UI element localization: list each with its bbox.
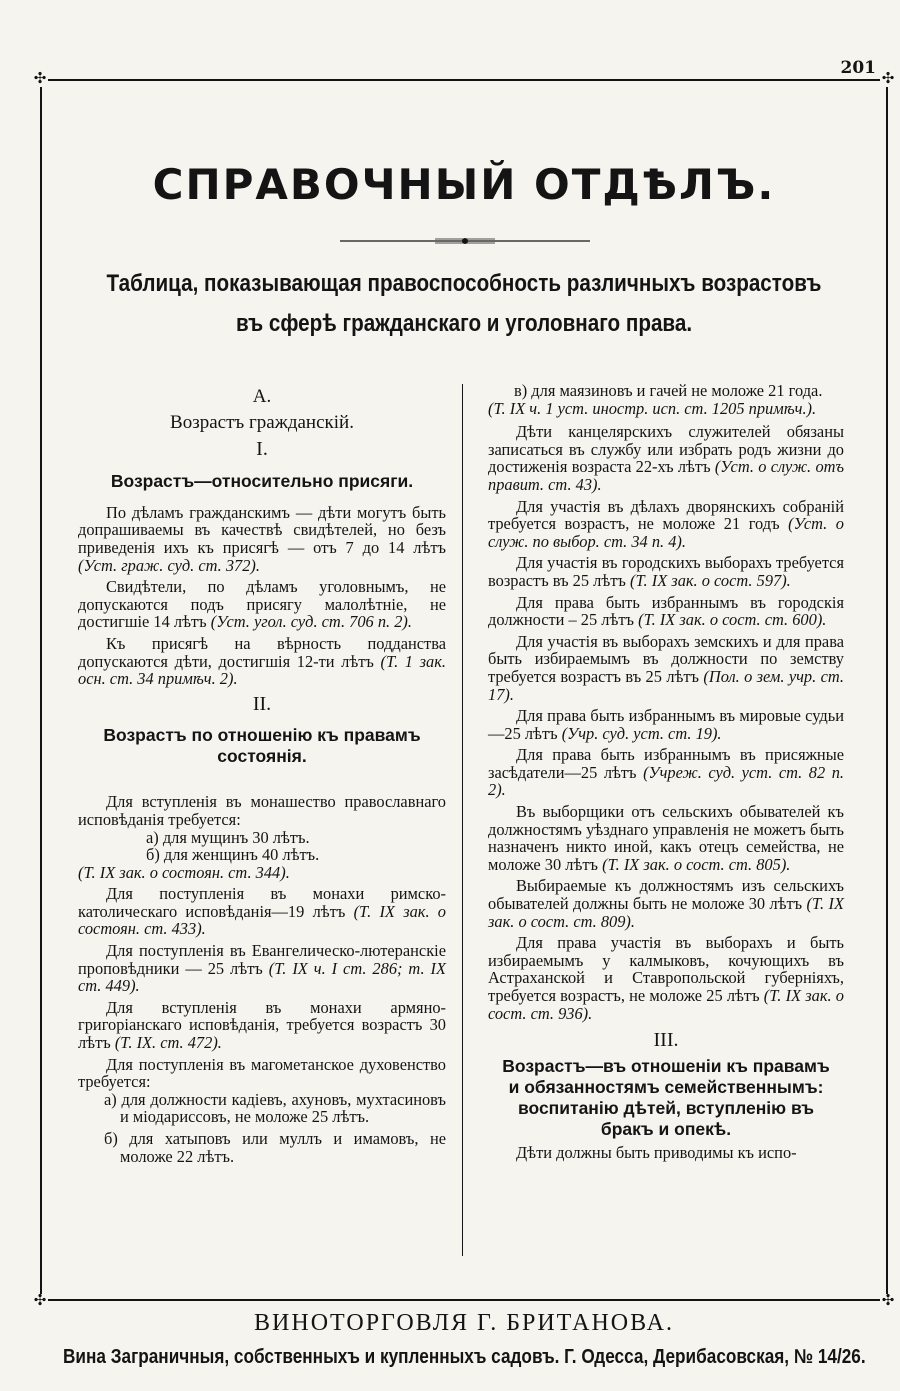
roman-numeral-2: II. [252, 692, 272, 715]
paragraph-noble-assemblies: Для участія въ дѣлахъ дворянскихъ собраній требуется возрастъ, не моложе 21 годъ (Уст. о служ. по выбор. ст. 34 п. 4). [488, 496, 844, 551]
subheading-oath: Возрастъ—относительно присяги. [110, 470, 414, 491]
legal-reference: (Т. 1 зак. осн. ст. 34 примѣч. 2). [78, 651, 446, 689]
paragraph-witnesses-criminal: Свидѣтели, по дѣламъ уголовнымъ, не допускаются подъ присягу малолѣтніе, не достигшіе 14 лѣтъ (Уст. угол. суд. ст. 706 п. 2). [78, 577, 446, 632]
paragraph-armenian-monks: Для вступленія въ монахи армяно-григоріанскаго исповѣданія, требуется возрастъ 30 лѣтъ (Т. IX. ст. 472). [78, 997, 446, 1053]
subheading-status-rights: Возрастъ по отношенію къ правамъ состоянія. [103, 725, 421, 767]
page-number: 201 [840, 58, 876, 78]
paragraph-children-confession: Дѣти должны быть приводимы къ испо- [516, 1142, 797, 1162]
legal-reference: (Т. IX зак. о состоян. ст. 344). [78, 862, 290, 882]
legal-reference: (Т. IX зак. о сост. ст. 809). [488, 894, 844, 931]
legal-reference: (Учр. суд. уст. ст. 19). [561, 723, 722, 743]
legal-reference: (Пол. о зем. учр. ст. 17). [488, 666, 845, 704]
list-item-men: а) для мущинъ 30 лѣтъ. [146, 827, 310, 847]
left-column [78, 384, 446, 1169]
page-title: СПРАВОЧНЫЙ ОТДѢЛЪ. [152, 160, 776, 209]
roman-numeral-1: I. [256, 438, 268, 461]
legal-reference: (Уст. граж. суд. ст. 372). [78, 555, 260, 575]
paragraph-kalmyks: Для права участія въ выборахъ и быть избираемымъ у калмыковъ, кочующихъ въ Астраханской и Ставропольской губерніяхъ, требуется возрастъ, не моложе 25 лѣтъ (Т. IX зак. о сост. ст. 936). [488, 933, 844, 1023]
subtitle-line-1: Таблица, показывающая правоспособность различныхъ возрастовъ [106, 270, 822, 297]
corner-ornament-top-left: ✣ [33, 71, 47, 87]
legal-reference: (Уст. о служ. по выбор. ст. 34 п. 4). [488, 514, 844, 551]
legal-reference: (Уст. угол. суд. ст. 706 п. 2). [210, 612, 412, 632]
paragraph-clerks-children: Дѣти канцелярскихъ служителей обязаны записаться въ службу или избрать родъ жизни до достиженія возраста 22-хъ лѣтъ (Уст. о служ. отъ правит. ст. 43). [488, 422, 844, 494]
paragraph-zemstvo: Для участія въ выборахъ земскихъ и для права быть избираемымъ въ должности по земству требуется возрастъ въ 25 лѣтъ (Пол. о зем. учр. ст. 17). [488, 631, 845, 704]
roman-numeral-3: III. [653, 1029, 679, 1052]
paragraph-orthodox-monasticism: Для вступленія въ монашество православнаго исповѣданія требуется: [78, 792, 446, 829]
list-item-mulla: б) для хатыповъ или муллъ и имамовъ, не моложе 22 лѣтъ. [104, 1129, 446, 1166]
advertisement-address: Вина Заграничныя, собственныхъ и купленныхъ садовъ. Г. Одесса, Дерибасовская, № 14/26. [63, 1346, 866, 1368]
page-subtitle [99, 264, 828, 344]
legal-reference: (Т. IX ч. I ст. 286; т. IX ст. 449). [78, 958, 446, 996]
list-item-women: б) для женщинъ 40 лѣтъ. [146, 845, 320, 865]
paragraph-allegiance-oath: Къ присягѣ на вѣрность подданства допускаются дѣти, достигшія 12-ти лѣтъ (Т. 1 зак. осн. ст. 34 примѣч. 2). [78, 633, 446, 689]
corner-ornament-top-right: ✣ [881, 71, 895, 87]
title-ornament [340, 237, 590, 245]
legal-reference: (Т. IX зак. о сост. 597). [630, 570, 791, 590]
section-letter: А. [252, 386, 272, 407]
legal-reference: (Учреж. суд. уст. ст. 82 п. 2). [488, 762, 844, 800]
subheading-family-rights: Возрастъ—въ отношеніи къ правамъ и обязанностямъ семейственнымъ: воспитанію дѣтей, вступленію въ бракъ и опекѣ. [502, 1055, 830, 1139]
corner-ornament-bottom-left: ✣ [33, 1293, 47, 1309]
legal-reference: (Уст. о служ. отъ правит. ст. 43). [488, 457, 844, 494]
column-divider [462, 384, 463, 1256]
advertisement-title: ВИНОТОРГОВЛЯ Г. БРИТАНОВА. [254, 1310, 674, 1336]
legal-reference: (Т. IX зак. о состоян. ст. 433). [78, 901, 446, 939]
legal-reference: (Т. IX зак. о сост. ст. 805). [602, 854, 791, 874]
legal-reference: (Т. IX зак. о сост. ст. 600). [638, 610, 827, 630]
paragraph-jurors: Для права быть избраннымъ въ присяжные засѣдатели—25 лѣтъ (Учреж. суд. уст. ст. 82 п. 2). [488, 745, 844, 800]
paragraph-witnesses-civil: По дѣламъ гражданскимъ — дѣти могутъ быть допрашиваемы въ качествѣ свидѣтелей, но безъ приведенія ихъ къ присягѣ — отъ 7 до 14 лѣтъ (Уст. граж. суд. ст. 372). [78, 502, 446, 575]
paragraph-justices-peace: Для права быть избраннымъ въ мировые судьи—25 лѣтъ (Учр. суд. уст. ст. 19). [488, 706, 844, 743]
paragraph-city-elections: Для участія въ городскихъ выборахъ требуется возрастъ въ 25 лѣтъ (Т. IX зак. о сост. 597). [488, 553, 844, 590]
list-item-muezzin: в) для маязиновъ и гачей не моложе 21 года. [514, 381, 823, 400]
paragraph-city-offices: Для права быть избраннымъ въ городскія должности – 25 лѣтъ (Т. IX зак. о сост. ст. 600). [488, 592, 844, 630]
paragraph-rural-officials: Выбираемые къ должностямъ изъ сельскихъ обывателей должны быть не моложе 30 лѣтъ (Т. IX зак. о сост. ст. 809). [488, 876, 844, 931]
corner-ornament-bottom-right: ✣ [881, 1293, 895, 1309]
subtitle-line-2: въ сферѣ гражданскаго и уголовнаго права. [235, 310, 693, 337]
legal-reference: (Т. IX ч. 1 уст. иностр. исп. ст. 1205 примѣч.). [488, 398, 817, 418]
legal-reference: (Т. IX зак. о сост. ст. 936). [488, 986, 844, 1023]
paragraph-catholic-monks: Для поступленія въ монахи римско-католическаго исповѣданія—19 лѣтъ (Т. IX зак. о состоян. ст. 433). [78, 884, 446, 939]
legal-reference: (Т. IX. ст. 472). [114, 1033, 222, 1053]
paragraph-rural-electors: Въ выборщики отъ сельскихъ обывателей къ должностямъ уѣзднаго управленія не можетъ быть назначенъ никто иной, какъ отецъ семейства, не моложе 30 лѣтъ (Т. IX зак. о сост. ст. 805). [488, 802, 844, 874]
list-item-kadi: а) для должности кадіевъ, ахуновъ, мухтасиновъ и міодариссовъ, не моложе 25 лѣтъ. [104, 1089, 446, 1127]
paragraph-muslim-clergy: Для поступленія въ магометанское духовенство требуется: [78, 1054, 446, 1092]
right-column [488, 382, 844, 1165]
section-heading: Возрастъ гражданскій. [170, 411, 354, 433]
paragraph-lutheran-preachers: Для поступленія въ Евангелическо-лютеранскіе проповѣдники — 25 лѣтъ (Т. IX ч. I ст. 286; т. IX ст. 449). [78, 941, 446, 996]
